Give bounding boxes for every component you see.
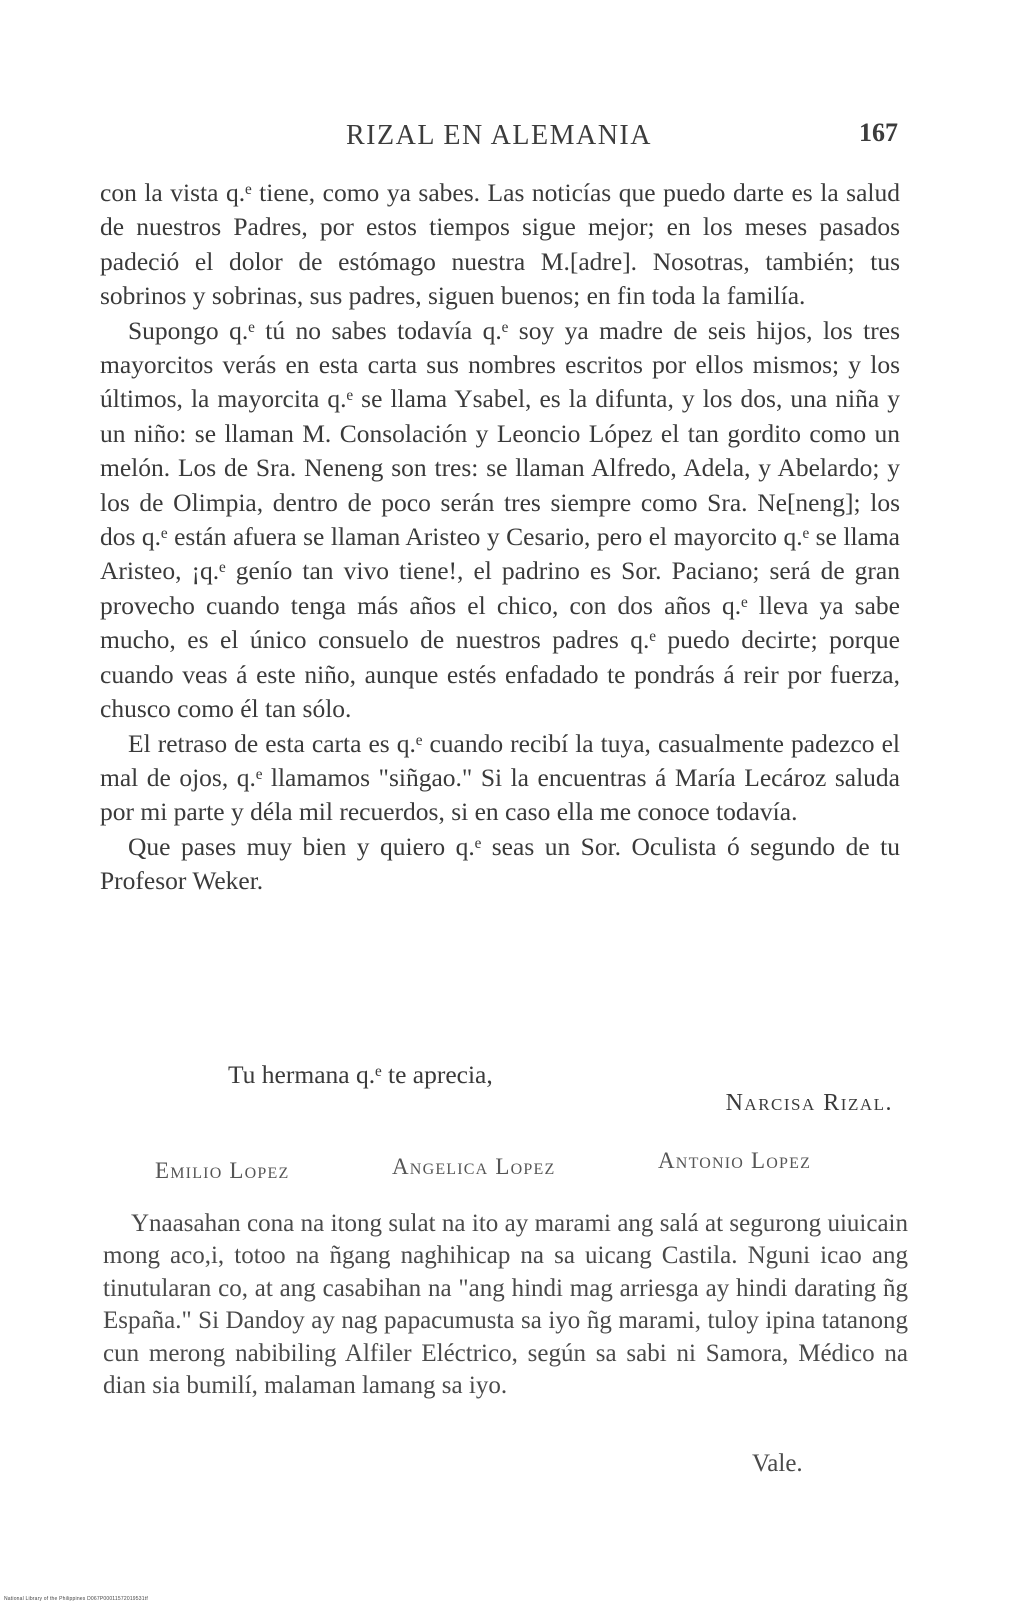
cosigner-name: Emilio Lopez <box>155 1158 290 1183</box>
page-number: 167 <box>859 118 898 147</box>
letter-signature: Narcisa Rizal. <box>725 1090 893 1116</box>
letter-paragraph: Supongo q.ᵉ tú no sabes todavía q.ᵉ soy ya madre de seis hijos, los tres mayorcitos verás en esta carta sus nombres escritos por ellos mismos; y los últimos, la mayorcita q.ᵉ se llama Ysabel, es la difunta, y los dos, una niña y un niño: se llaman M. Consolación y Leoncio López el tan gordito como un melón. Los de Sra. Neneng son tres: se llaman Alfredo, Adela, y Abelardo; y los de Olimpia, dentro de poco serán tres siempre como Sra. Ne[neng]; los dos q.ᵉ están afuera se llaman Aristeo y Cesario, pero el mayorcito q.ᵉ se llama Aristeo, ¡q.ᵉ genío tan vivo tiene!, el padrino es Sor. Paciano; será de gran provecho cuando tenga más años el chico, con dos años q.ᵉ lleva ya sabe mucho, es el único consuelo de nuestros padres q.ᵉ puedo decirte; porque cuando veas á este niño, aunque estés enfadado te pondrás á reir por fuerza, chusco como él tan sólo. <box>100 315 900 724</box>
cosigner-name: Angelica Lopez <box>392 1154 556 1179</box>
footer-credit: National Library of the Philippines D067P00011572019531tf <box>4 1596 148 1602</box>
postscript-paragraph: Ynaasahan cona na itong sulat na ito ay marami ang salá at segurong uiuicain mong aco,i, totoo na ñgang naghihicap na sa uicang Castila. Nguni icao ang tinutularan co, at ang casabihan na "ang hindi mag arriesga ay hindi darating ñg España." Si Dandoy ay nag papacumusta sa iyo ñg marami, tuloy ipina tatanong cun merong nabibiling Alfiler Eléctrico, según sa sabi ni Samora, Médico na dian sia bumilí, malaman lamang sa iyo. <box>103 1210 908 1400</box>
cosigner-name: Antonio Lopez <box>658 1148 812 1173</box>
letter-paragraph: El retraso de esta carta es q.ᵉ cuando recibí la tuya, casualmente padezco el mal de ojos, q.ᵉ llamamos "siñgao." Si la encuentras á María Lecároz saluda por mi parte y déla mil recuerdos, si en caso ella me conoce todavía. <box>100 728 900 827</box>
letter-paragraph: Que pases muy bien y quiero q.ᵉ seas un Sor. Oculista ó segundo de tu Profesor Weker. <box>100 831 900 896</box>
postscript-closing: Vale. <box>752 1450 803 1477</box>
running-title: RIZAL EN ALEMANIA <box>346 120 652 151</box>
letter-body <box>100 176 900 899</box>
cosigners-row <box>0 1148 1018 1188</box>
letter-paragraph: con la vista q.ᵉ tiene, como ya sabes. Las noticías que puedo darte es la salud de nuestros Padres, por estos tiempos sigue mejor; en los meses pasados padeció el dolor de estómago nuestra M.[adre]. Nosotras, también; tus sobrinos y sobrinas, sus padres, siguen buenos; en fin toda la familía. <box>100 178 900 311</box>
letter-closing: Tu hermana q.ᵉ te aprecia, <box>228 1060 493 1089</box>
